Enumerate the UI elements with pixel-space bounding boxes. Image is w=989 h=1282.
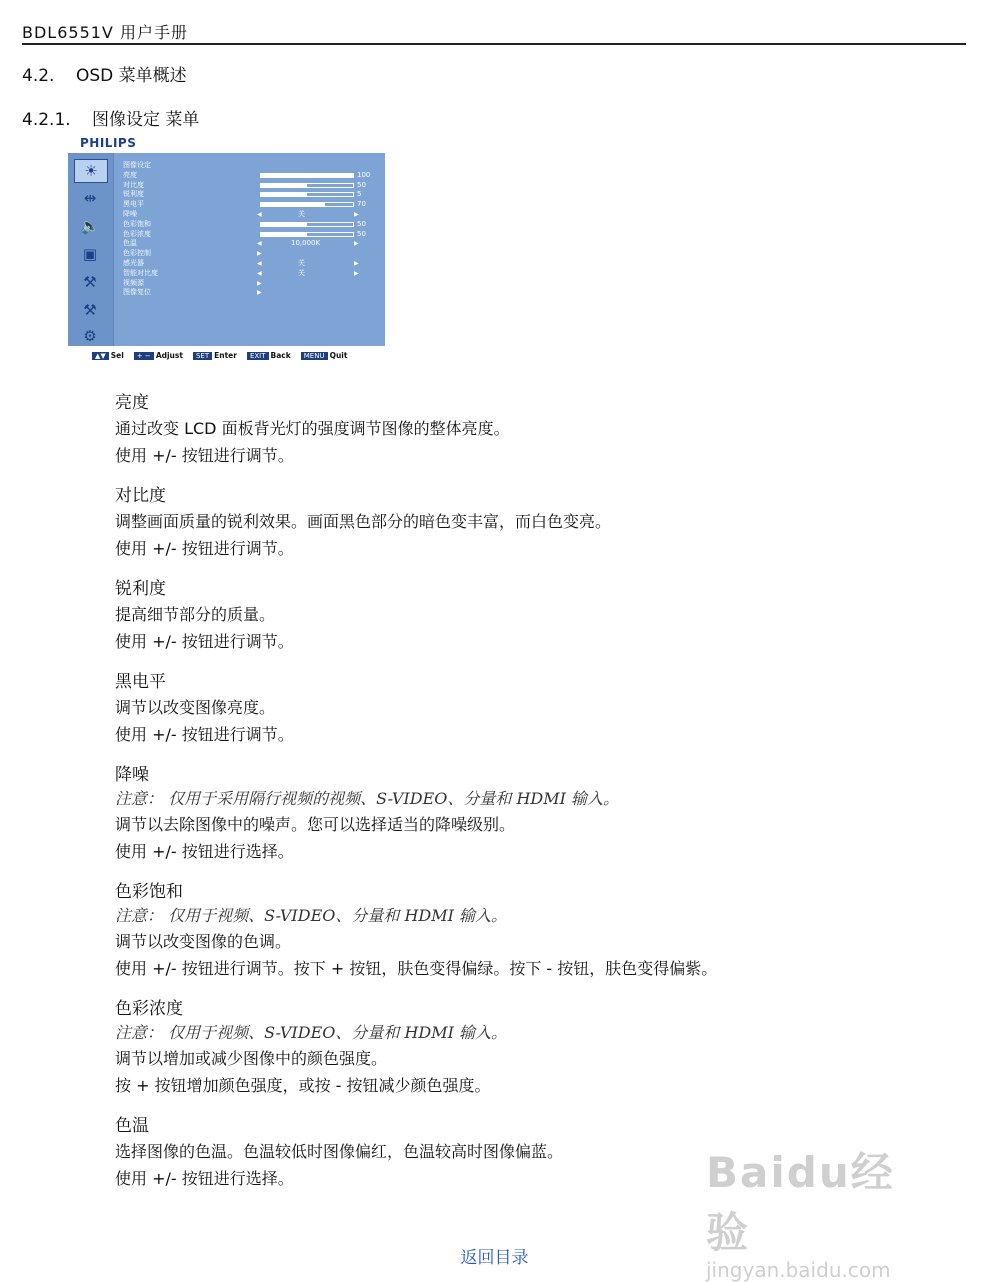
osd-key-label: Enter (214, 351, 237, 360)
setting-description: 按 + 按钮增加颜色强度，或按 - 按钮减少颜色强度。 (115, 1076, 491, 1095)
setting-description: 使用 +/- 按钮进行选择。 (115, 842, 294, 861)
osd-menu-label: 色彩控制 (123, 249, 151, 258)
settings-icon[interactable]: ⚙ (83, 327, 97, 345)
setting-section (115, 881, 895, 982)
osd-menu-label: 图像设定 (123, 161, 151, 169)
osd-menu-label: 感光器 (123, 258, 144, 267)
osd-slider[interactable] (260, 173, 354, 178)
osd-menu-label: 亮度 (123, 170, 137, 179)
section-heading (22, 61, 187, 86)
osd-menu-label: 对比度 (123, 180, 144, 189)
setting-title: 色彩浓度 (115, 999, 183, 1019)
header-rule (22, 43, 966, 45)
setting-description: 提高细节部分的质量。 (115, 605, 276, 624)
osd-menu-row[interactable] (123, 220, 378, 230)
osd-menu-row[interactable] (123, 181, 378, 191)
osd-slider[interactable] (260, 202, 354, 207)
osd-menu-label: 降噪 (123, 209, 137, 218)
osd-slider-fill (261, 174, 353, 177)
osd-legend-item (193, 351, 237, 360)
pip-icon[interactable]: ▣ (82, 245, 98, 263)
osd-key-label: Adjust (155, 351, 183, 360)
osd-sidebar (68, 153, 114, 346)
screen-icon[interactable]: ⇹ (83, 189, 97, 207)
setting-description: 使用 +/- 按钮进行选择。 (115, 1169, 294, 1188)
user-2-icon[interactable]: ⚒ (83, 301, 97, 319)
osd-menu (123, 161, 378, 298)
watermark-url: jingyan.baidu.com (706, 1258, 891, 1282)
osd-option-value: 10,000K (291, 239, 321, 248)
submenu-arrow-icon[interactable]: ▶ (257, 279, 262, 287)
setting-note: 注意： 仅用于视频、S-VIDEO、分量和 HDMI 输入。 (115, 1023, 508, 1042)
osd-menu-row[interactable] (123, 269, 378, 279)
osd-slider[interactable] (260, 232, 354, 237)
osd-key-badge: + − (134, 352, 154, 360)
settings-descriptions (115, 392, 895, 1208)
section-title: OSD 菜单概述 (76, 66, 187, 86)
osd-menu-label: 视频源 (123, 278, 144, 287)
osd-option-value: 关 (298, 268, 305, 277)
setting-description: 调节以去除图像中的噪声。您可以选择适当的降噪级别。 (115, 815, 516, 834)
setting-section (115, 764, 895, 865)
submenu-arrow-icon[interactable]: ▶ (257, 289, 262, 297)
setting-title: 亮度 (115, 393, 149, 413)
osd-legend (92, 351, 357, 360)
setting-description: 使用 +/- 按钮进行调节。 (115, 446, 294, 465)
setting-description: 调节以改变图像亮度。 (115, 698, 276, 717)
osd-menu-label: 锐利度 (123, 190, 144, 199)
setting-description: 使用 +/- 按钮进行调节。 (115, 632, 294, 651)
osd-legend-item (301, 351, 348, 360)
osd-screenshot (68, 135, 386, 365)
setting-section (115, 671, 895, 748)
osd-slider[interactable] (260, 183, 354, 188)
submenu-arrow-icon[interactable]: ▶ (257, 250, 262, 258)
setting-description: 调整画面质量的锐利效果。画面黑色部分的暗色变丰富，而白色变亮。 (115, 512, 612, 531)
osd-key-badge: EXIT (247, 352, 269, 360)
setting-description: 选择图像的色温。色温较低时图像偏红，色温较高时图像偏蓝。 (115, 1142, 564, 1161)
osd-menu-row[interactable] (123, 190, 378, 200)
setting-title: 降噪 (115, 765, 149, 785)
setting-description: 使用 +/- 按钮进行调节。 (115, 725, 294, 744)
osd-slider-value: 70 (357, 200, 366, 209)
osd-slider[interactable] (260, 222, 354, 227)
arrow-left-icon[interactable]: ◀ (257, 210, 262, 218)
osd-slider-value: 100 (357, 170, 371, 179)
setting-title: 锐利度 (115, 579, 166, 599)
osd-slider-value: 50 (357, 219, 366, 228)
osd-menu-label: 智能对比度 (123, 268, 158, 277)
baidu-watermark (706, 1140, 936, 1282)
osd-legend-item (92, 351, 124, 360)
osd-menu-row[interactable] (123, 249, 378, 259)
osd-key-badge: ▲▼ (92, 352, 109, 360)
osd-menu-row[interactable] (123, 239, 378, 249)
osd-slider[interactable] (260, 192, 354, 197)
osd-menu-row[interactable] (123, 279, 378, 289)
osd-option-value: 关 (298, 258, 305, 267)
osd-slider-value: 5 (357, 190, 362, 199)
setting-section (115, 578, 895, 655)
setting-description: 调节以改变图像的色调。 (115, 932, 292, 951)
section-number: 4.2. (22, 66, 55, 86)
osd-slider-fill (261, 223, 307, 226)
osd-legend-item (247, 351, 291, 360)
osd-screen (68, 153, 385, 346)
arrow-right-icon[interactable]: ▶ (354, 210, 359, 218)
arrow-left-icon[interactable]: ◀ (257, 240, 262, 248)
setting-section (115, 998, 895, 1099)
osd-slider-fill (261, 193, 307, 196)
osd-slider-fill (261, 184, 307, 187)
arrow-left-icon[interactable]: ◀ (257, 259, 262, 267)
osd-slider-fill (261, 233, 307, 236)
osd-key-badge: SET (193, 352, 212, 360)
back-to-contents-link[interactable]: 返回目录 (460, 1248, 529, 1268)
audio-icon[interactable]: 🔈 (80, 217, 100, 235)
osd-menu-row[interactable] (123, 171, 378, 181)
setting-title: 对比度 (115, 486, 166, 506)
user-1-icon[interactable]: ⚒ (83, 273, 97, 291)
osd-key-badge: MENU (301, 352, 328, 360)
osd-key-label: Back (270, 351, 291, 360)
osd-legend-item (134, 351, 183, 360)
osd-menu-label: 色彩浓度 (123, 229, 151, 238)
osd-menu-label: 色温 (123, 239, 137, 248)
osd-key-label: Sel (110, 351, 124, 360)
subsection-title: 图像设定 菜单 (92, 110, 200, 130)
subsection-number: 4.2.1. (22, 110, 71, 130)
watermark-logo: Baidu经验 (706, 1148, 895, 1257)
osd-menu-row[interactable] (123, 161, 378, 171)
setting-section (115, 485, 895, 562)
osd-key-label: Quit (329, 351, 348, 360)
osd-menu-label: 黑电平 (123, 200, 144, 209)
arrow-right-icon[interactable]: ▶ (354, 269, 359, 277)
setting-title: 黑电平 (115, 672, 166, 692)
arrow-right-icon[interactable]: ▶ (354, 240, 359, 248)
osd-menu-label: 色彩饱和 (123, 219, 151, 228)
osd-slider-value: 50 (357, 180, 366, 189)
picture-icon[interactable]: ☀ (74, 159, 108, 183)
osd-option-value: 关 (298, 209, 305, 218)
setting-description: 使用 +/- 按钮进行调节。按下 + 按钮，肤色变得偏绿。按下 - 按钮，肤色变得偏紫。 (115, 959, 718, 978)
setting-description: 通过改变 LCD 面板背光灯的强度调节图像的整体亮度。 (115, 419, 510, 438)
subsection-heading (22, 105, 199, 130)
setting-note: 注意： 仅用于采用隔行视频的视频、S-VIDEO、分量和 HDMI 输入。 (115, 789, 620, 808)
philips-logo: PHILIPS (80, 136, 137, 150)
header-title: BDL6551V 用户手册 (22, 23, 188, 42)
setting-title: 色彩饱和 (115, 882, 183, 902)
setting-description: 使用 +/- 按钮进行调节。 (115, 539, 294, 558)
osd-menu-row[interactable] (123, 288, 378, 298)
arrow-right-icon[interactable]: ▶ (354, 259, 359, 267)
setting-title: 色温 (115, 1116, 149, 1136)
osd-menu-row[interactable] (123, 230, 378, 240)
arrow-left-icon[interactable]: ◀ (257, 269, 262, 277)
osd-slider-value: 50 (357, 229, 366, 238)
osd-menu-row[interactable] (123, 200, 378, 210)
setting-section (115, 392, 895, 469)
osd-slider-fill (261, 203, 325, 206)
osd-menu-label: 图像复位 (123, 288, 151, 297)
setting-note: 注意： 仅用于视频、S-VIDEO、分量和 HDMI 输入。 (115, 906, 508, 925)
setting-description: 调节以增加或减少图像中的颜色强度。 (115, 1049, 388, 1068)
osd-menu-row[interactable] (123, 210, 378, 220)
osd-menu-row[interactable] (123, 259, 378, 269)
